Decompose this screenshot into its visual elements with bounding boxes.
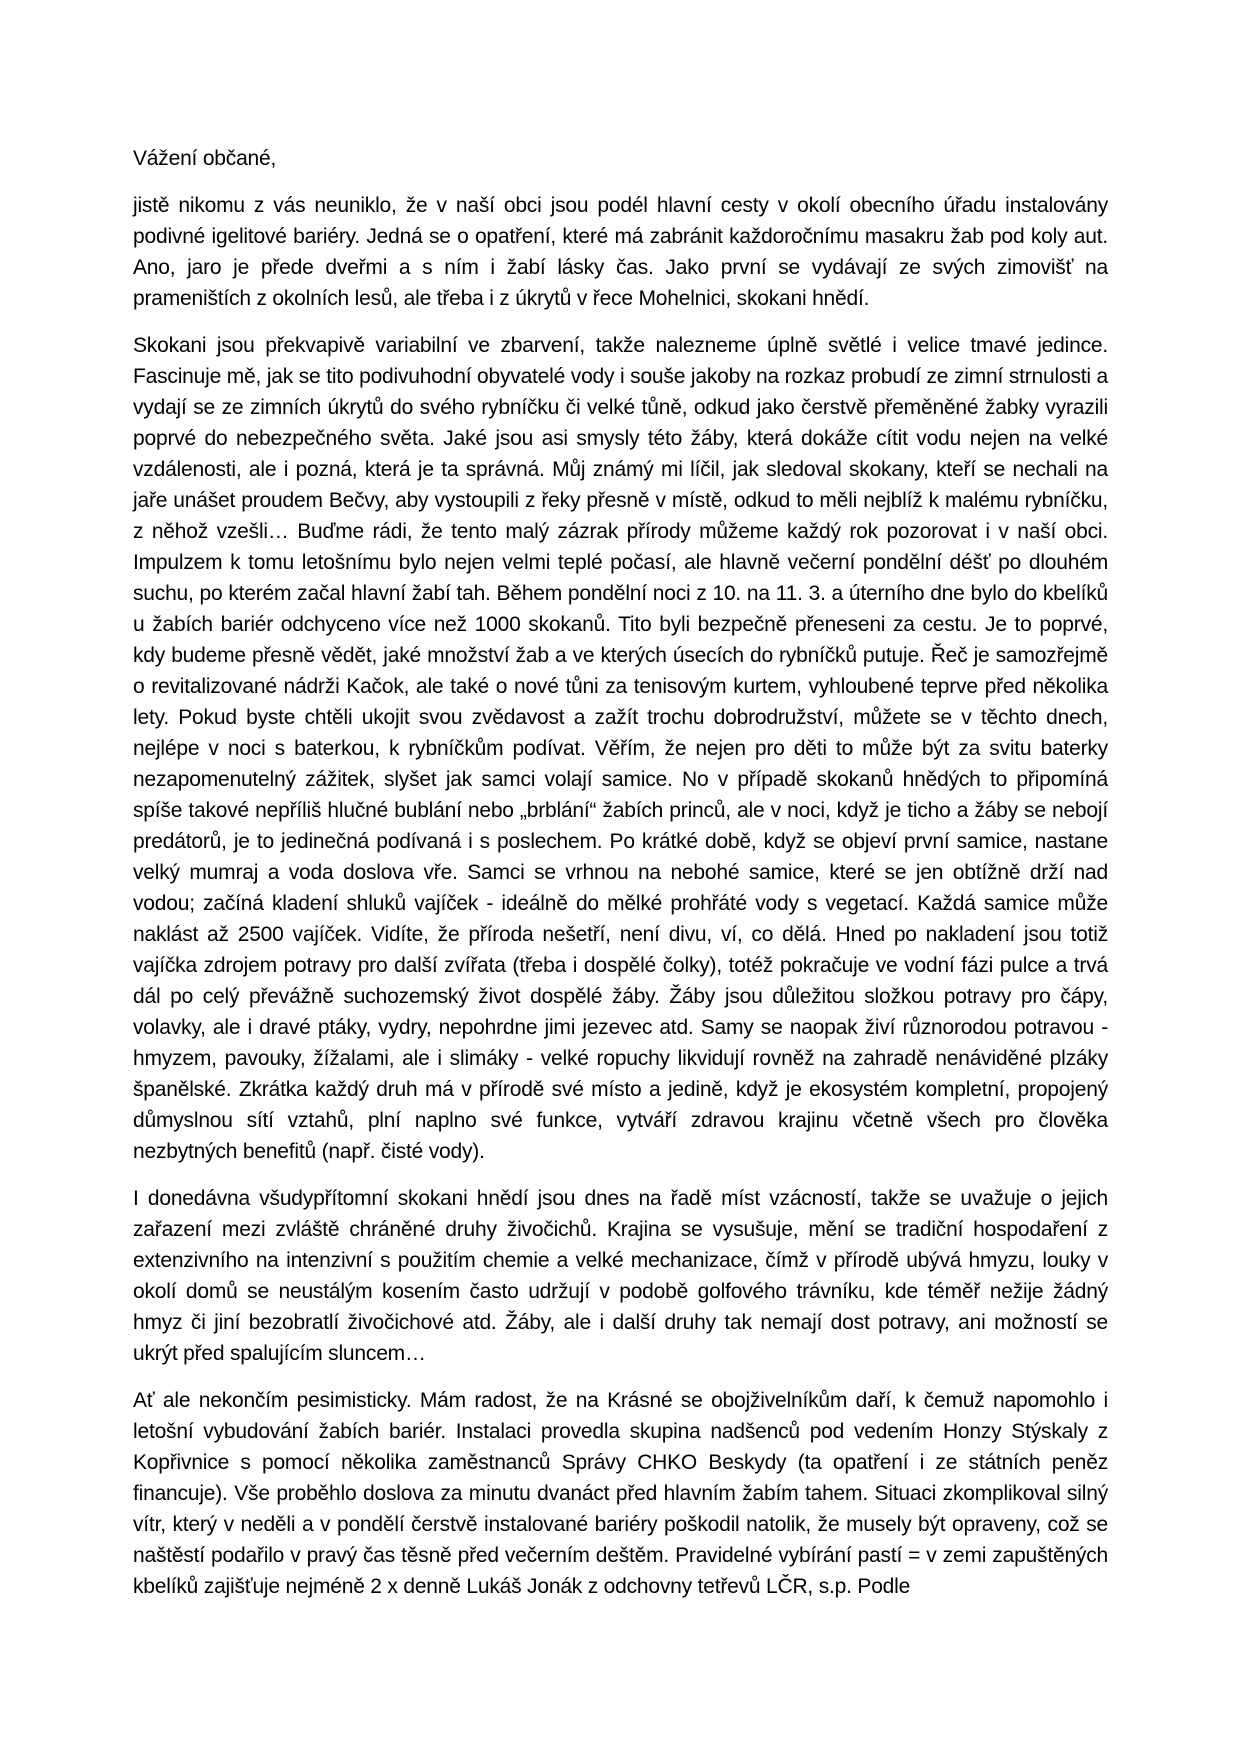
paragraph-frog-migration: Skokani jsou překvapivě variabilní ve zbarvení, takže nalezneme úplně světlé i velice tmavé jedince. Fascinuje mě, jak se tito podivuhodní obyvatelé vody i souše jakoby na rozkaz probudí ze zimní strnulosti a vydají se ze zimních úkrytů do svého rybníčku či velké tůně, odkud jako čerstvě přeměněné žabky vyrazili poprvé do nebezpečného světa. Jaké jsou asi smysly této žáby, která dokáže cítit vodu nejen na velké vzdálenosti, ale i pozná, která je ta správná. Můj známý mi líčil, jak sledoval skokany, kteří se nechali na jaře unášet proudem Bečvy, aby vystoupili z řeky přesně v místě, odkud to měli nejblíž k malému rybníčku, z něhož vzešli… Buďme rádi, že tento malý zázrak přírody můžeme každý rok pozorovat i v naší obci. Impulzem k tomu letošnímu bylo nejen velmi teplé počasí, ale hlavně večerní pondělní déšť po dlouhém suchu, po kterém začal hlavní žabí tah. Během pondělní noci z 10. na 11. 3. a úterního dne bylo do kbelíků u žabích bariér odchyceno více než 1000 skokanů. Tito byli bezpečně přeneseni za cestu. Je to poprvé, kdy budeme přesně vědět, jaké množství žab a ve kterých úsecích do rybníčků putuje. Řeč je samozřejmě o revitalizované nádrži Kačok, ale také o nové tůni za tenisovým kurtem, vyhloubené teprve před několika lety. Pokud byste chtěli ukojit svou zvědavost a zažít trochu dobrodružství, můžete se v těchto dnech, nejlépe v noci s baterkou, k rybníčkům podívat. Věřím, že nejen pro děti to může být za svitu baterky nezapomenutelný zážitek, slyšet jak samci volají samice. No v případě skokanů hnědých to připomíná spíše takové nepříliš hlučné bublání nebo „brblání“ žabích princů, ale v noci, když je ticho a žáby se nebojí predátorů, je to jedinečná podívaná i s poslechem. Po krátké době, když se objeví první samice, nastane velký mumraj a voda doslova vře. Samci se vrhnou na nebohé samice, které se jen obtížně drží nad vodou; začíná kladení shluků vajíček - ideálně do mělké prohřáté vody s vegetací. Každá samice může naklást až 2500 vajíček. Vidíte, že příroda nešetří, není divu, ví, co dělá. Hned po nakladení jsou totiž vajíčka zdrojem potravy pro další zvířata (třeba i dospělé čolky), totéž pokračuje ve vodní fázi pulce a trvá dál po celý převážně suchozemský život dospělé žáby. Žáby jsou důležitou složkou potravy pro čápy, volavky, ale i dravé ptáky, vydry, nepohrdne jimi jezevec atd. Samy se naopak živí různorodou potravou - hmyzem, pavouky, žížalami, ale i slimáky - velké ropuchy likvidují rovněž na zahradě nenáviděné plzáky španělské. Zkrátka každý druh má v přírodě své místo a jedině, když je ekosystém kompletní, propojený důmyslnou sítí vztahů, plní naplno své funkce, vytváří zdravou krajinu včetně všech pro člověka nezbytných benefitů (např. čisté vody). [133, 334, 1108, 1163]
paragraph-rarity: I donedávna všudypřítomní skokani hnědí jsou dnes na řadě míst vzácností, takže se uvažuje o jejich zařazení mezi zvláště chráněné druhy živočichů. Krajina se vysušuje, mění se tradiční hospodaření z extenzivního na intenzivní s použitím chemie a velké mechanizace, čímž v přírodě ubývá hmyzu, louky v okolí domů se neustálým kosením často udržují v podobě golfového trávníku, kde téměř nežije žádný hmyz či jiní bezobratlí živočichové atd. Žáby, ale i další druhy tak nemají dost potravy, ani možností se ukrýt před spalujícím sluncem… [133, 1187, 1108, 1365]
paragraph-intro: jistě nikomu z vás neuniklo, že v naší obci jsou podél hlavní cesty v okolí obecního úřadu instalovány podivné igelitové bariéry. Jedná se o opatření, které má zabránit každoročnímu masakru žab pod koly aut. Ano, jaro je přede dveřmi a s ním i žabí lásky čas. Jako první se vydávají ze svých zimovišť na prameništích z okolních lesů, ale třeba i z úkrytů v řece Mohelnici, skokani hnědí. [133, 194, 1108, 310]
salutation: Vážení občané, [133, 147, 277, 170]
paragraph-barriers-installation: Ať ale nekončím pesimisticky. Mám radost, že na Krásné se obojživelníkům daří, k čemuž napomohlo i letošní vybudování žabích bariér. Instalaci provedla skupina nadšenců pod vedením Honzy Stýskaly z Kopřivnice s pomocí několika zaměstnanců Správy CHKO Beskydy (ta opatření i ze státních peněz financuje). Vše proběhlo doslova za minutu dvanáct před hlavním žabím tahem. Situaci zkomplikoval silný vítr, který v neděli a v pondělí čerstvě instalované bariéry poškodil natolik, že musely být opraveny, což se naštěstí podařilo v pravý čas těsně před večerním deštěm. Pravidelné vybírání pastí = v zemi zapuštěných kbelíků zajišťuje nejméně 2 x denně Lukáš Jonák z odchovny tetřevů LČR, s.p. Podle [133, 1389, 1108, 1598]
